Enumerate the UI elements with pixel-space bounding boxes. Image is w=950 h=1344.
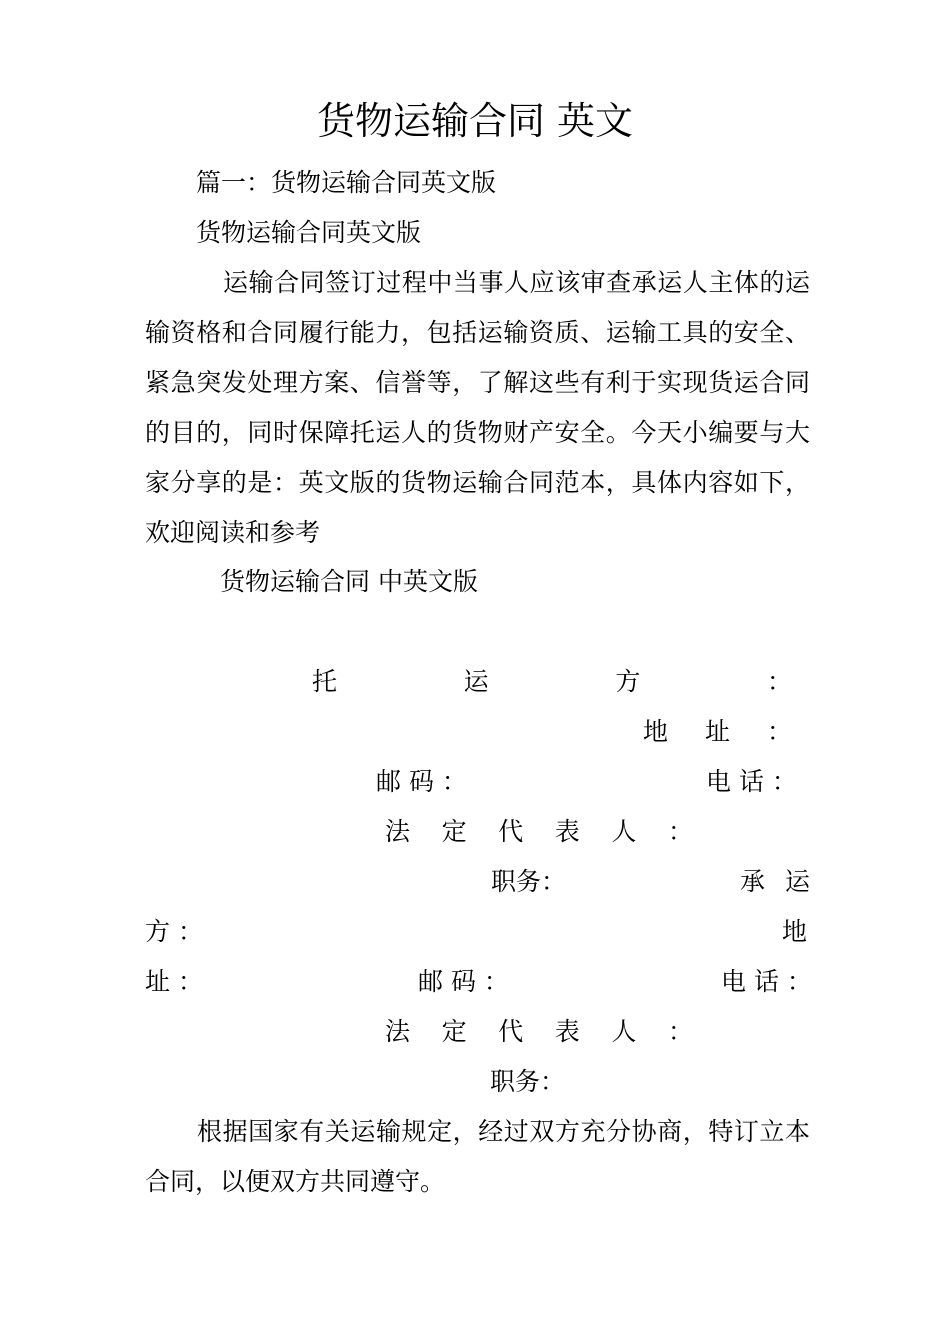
legal-rep-char: 代 (498, 1017, 524, 1046)
address-label-char: 地 (643, 717, 669, 746)
legal-rep-char: 人 (611, 817, 637, 846)
shipper-label-char: 方 (615, 667, 641, 696)
shipper-postcode-label: 邮 码 ： (376, 767, 467, 796)
section-heading: 篇一：货物运输合同英文版 (196, 168, 497, 197)
shipper-legal-rep-label (385, 817, 693, 847)
legal-rep-char: 法 (385, 1017, 411, 1046)
document-title: 货物运输合同 英文 (316, 99, 634, 143)
carrier-position-label: 职务： (490, 1067, 566, 1096)
shipper-address-label (643, 717, 792, 747)
legal-rep-char: ： (667, 1017, 693, 1046)
closing-paragraph: 根据国家有关运输规定，经过双方充分协商，特订立本合同，以便双方共同遵守。 (145, 1117, 810, 1196)
shipper-phone-label: 电 话 ： (706, 767, 797, 796)
legal-rep-char: 表 (554, 1017, 580, 1046)
legal-rep-char: 定 (441, 817, 467, 846)
legal-rep-char: 法 (385, 817, 411, 846)
contract-name: 货物运输合同 中英文版 (220, 567, 478, 596)
legal-rep-char: 代 (498, 817, 524, 846)
shipper-label-char: ： (766, 667, 792, 696)
carrier-legal-rep-label (385, 1017, 693, 1047)
carrier-label-end: 方 ： (145, 917, 203, 946)
legal-rep-char: 表 (554, 817, 580, 846)
address-label-char: 址 (704, 717, 730, 746)
shipper-label-char: 托 (312, 667, 338, 696)
shipper-position-label: 职务： (491, 867, 567, 896)
intro-paragraph: 运输合同签订过程中当事人应该审查承运人主体的运输资格和合同履行能力，包括运输资质、运输工具的安全、紧急突发处理方案、信誉等，了解这些有利于实现货运合同的目的，同时保障托运人的货物财产安全。今天小编要与大家分享的是：英文版的货物运输合同范本，具体内容如下，欢迎阅读和参考 (145, 268, 810, 547)
address-label-char: ： (766, 717, 792, 746)
subheading: 货物运输合同英文版 (196, 218, 422, 247)
shipper-label-char: 运 (463, 667, 489, 696)
carrier-phone-label: 电 话 ： (721, 967, 812, 996)
shipper-label (312, 667, 792, 697)
legal-rep-char: 人 (611, 1017, 637, 1046)
carrier-label-start: 承 运 (740, 867, 816, 896)
carrier-address-label-end: 址 ： (145, 967, 203, 996)
legal-rep-char: 定 (441, 1017, 467, 1046)
legal-rep-char: ： (667, 817, 693, 846)
carrier-address-label-start: 地 (782, 917, 808, 946)
carrier-postcode-label: 邮 码 ： (418, 967, 509, 996)
